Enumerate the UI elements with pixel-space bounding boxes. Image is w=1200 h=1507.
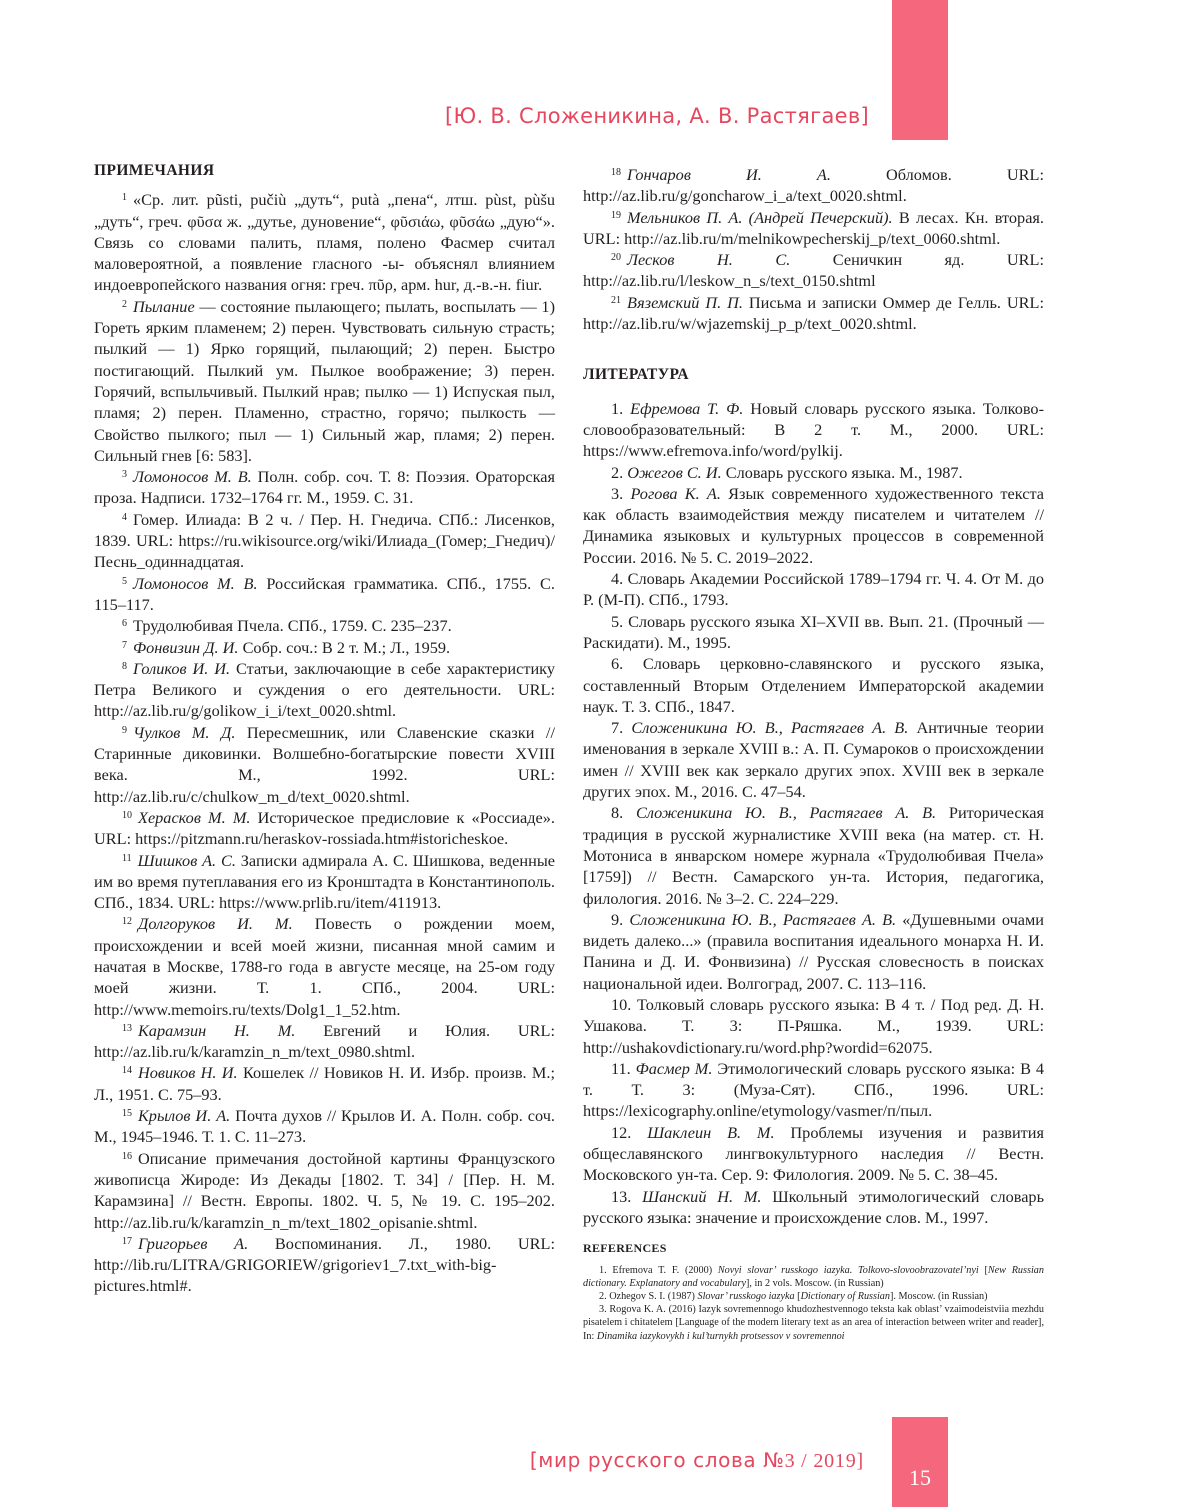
literature-author: Ефремова Т. Ф. xyxy=(630,398,744,418)
literature-number: 5. xyxy=(611,611,629,631)
note-text: В лесах. Кн. вторая. URL: http://az.lib.ru/m/melnikowpecherskij_p/text_0060.shtml. xyxy=(583,207,1044,248)
note-text: Воспоминания. Л., 1980. URL: http://lib.ru/LITRA/GRIGORIEW/grigoriev1_7.txt_with-big-pictures.html#. xyxy=(94,1233,555,1296)
literature-text: Этимологический словарь русского языка: В 4 т. Т. 3: (Муза-Сят). СПб., 1996. URL: https://lexicography.online/etymology/vasmer/п/пыл. xyxy=(583,1058,1045,1121)
reference-text: 1. Efremova T. F. (2000) xyxy=(599,1264,718,1276)
note-number: 16 xyxy=(122,1150,132,1162)
note-author: Григорьев А. xyxy=(138,1233,249,1253)
note-author: Вяземский П. П. xyxy=(627,292,743,312)
note-item xyxy=(94,296,555,466)
literature-text: Словарь русского языка. М., 1987. xyxy=(721,462,963,482)
literature-item xyxy=(583,717,1044,802)
literature-author: Фасмер М. xyxy=(635,1058,713,1078)
reference-text: ], in 2 vols. Moscow. (in Russian) xyxy=(745,1277,884,1289)
note-text: «Ср. лит. pũsti, pučiù „дуть“, putà „пена“, лтш. pùst, pùšu „дуть“, греч. φῦσα ж. „дутье, дуновение“, φῦσιάω, φῦσάω „дую“». Связь со словами палить, пламя, полено Фасмер считал маловероятной, а появление гласного -ы- объяснял влиянием индоевропейского названия огня: греч. πῦρ, арм. hur, д.-в.-н. fiur. xyxy=(94,190,555,295)
note-text: Обломов. URL: http://az.lib.ru/g/goncharow_i_a/text_0020.shtml. xyxy=(583,165,1044,206)
note-item xyxy=(583,292,1044,335)
note-number: 5 xyxy=(122,575,127,587)
note-item xyxy=(583,249,1044,292)
literature-heading: ЛИТЕРАТУРА xyxy=(583,366,689,384)
literature-text: Античные теории именования в зеркале XVIII в.: А. П. Сумароков о происхождении имен // XVIII век как зеркало других эпох. XVIII век в зеркале других эпох. М., 2016. С. 47–54. xyxy=(583,718,1045,802)
literature-text: Проблемы изучения и развития общеславянского лингвокультурного наследия // Вестн. Московского ун-та. Сер. 9: Филология. 2009. № 5. С. 38–45. xyxy=(583,1122,1044,1185)
reference-text: 3. Rogova K. A. (2016) Iazyk sovremennogo khudozhestvennogo teksta kak oblast’ vzaimodeistviia mezhdu pisatelem i chitatelem [Language of the modern literary text as an area of interaction between writer and reader], In: xyxy=(583,1304,1044,1342)
reference-title-translation: New Russian dictionary. Explanatory and vocabulary xyxy=(583,1264,1044,1289)
literature-author: Шанский Н. М. xyxy=(642,1186,762,1206)
literature-author: Сложеникина Ю. В., Растягаев А. В. xyxy=(629,909,897,929)
note-item xyxy=(94,1148,555,1233)
reference-text: [ xyxy=(978,1264,988,1276)
note-text: Описание примечания достойной картины Французского живописца Жироде: Из Декады [1802. Т. 34] / [Пер. Н. М. Карамзина] // Вестн. Европы. 1802. Ч. 5, № 19. С. 195–202. http://az.lib.ru/k/karamzin_n_m/text_1802_opisanie.shtml. xyxy=(94,1148,555,1232)
note-number: 15 xyxy=(122,1108,132,1120)
note-number: 20 xyxy=(611,252,621,264)
literature-text: Новый словарь русского языка. Толково-словообразовательный: В 2 т. М., 2000. URL: https://www.efremova.info/word/pylkij. xyxy=(583,398,1044,461)
note-item xyxy=(94,658,555,722)
note-author: Новиков Н. И. xyxy=(138,1063,238,1083)
literature-item xyxy=(583,611,1044,654)
literature-author: Рогова К. А. xyxy=(630,483,721,503)
note-text: Полн. собр. соч. Т. 8: Поэзия. Ораторская проза. Надписи. 1732–1764 гг. М., 1959. С. 31. xyxy=(94,467,555,508)
note-item xyxy=(94,466,555,509)
reference-item xyxy=(583,1264,1044,1290)
note-item xyxy=(94,615,555,636)
literature-item xyxy=(583,1122,1044,1186)
running-head-authors: [Ю. В. Сложеникина, А. В. Растягаев] xyxy=(444,104,869,128)
note-text: Гомер. Илиада: В 2 ч. / Пер. Н. Гнедича. СПб.: Лисенков, 1839. URL: https://ru.wikisource.org/wiki/Илиада_(Гомер;_Гнедич)/Песнь_одиннадцатая. xyxy=(94,509,555,572)
literature-number: 13. xyxy=(611,1186,643,1206)
note-item xyxy=(94,1233,555,1297)
note-author: Шишков А. С. xyxy=(137,850,236,870)
note-number: 6 xyxy=(122,618,127,630)
note-number: 18 xyxy=(611,167,621,178)
note-item xyxy=(94,850,555,914)
reference-text: ]. Moscow. (in Russian) xyxy=(890,1290,988,1302)
literature-text: Словарь церковно-славянского и русского языка, составленный Вторым Отделением Императорской академии наук. Т. 3. СПб., 1847. xyxy=(583,654,1044,716)
note-number: 8 xyxy=(122,660,127,672)
reference-text: [ xyxy=(794,1290,801,1302)
bottom-accent-bar xyxy=(892,1417,948,1507)
reference-text: 2. Ozhegov S. I. (1987) xyxy=(599,1290,698,1302)
journal-issue: 3 / 2019] xyxy=(784,1450,864,1472)
reference-item xyxy=(583,1290,1044,1303)
literature-text: Словарь русского языка XI–XVII вв. Вып. 21. (Прочный — Раскидати). М., 1995. xyxy=(583,611,1045,652)
note-number: 7 xyxy=(122,639,127,651)
literature-item xyxy=(583,653,1044,717)
literature-author: Сложеникина Ю. В., Растягаев А. В. xyxy=(631,718,909,738)
note-text: Собр. соч.: В 2 т. М.; Л., 1959. xyxy=(238,637,451,657)
note-number: 19 xyxy=(611,209,621,221)
literature-item xyxy=(583,802,1044,908)
literature-number: 9. xyxy=(611,909,630,929)
literature-number: 12. xyxy=(611,1122,648,1142)
note-author: Ломоносов М. В. xyxy=(133,467,252,487)
note-item xyxy=(94,573,555,616)
note-item xyxy=(94,1105,555,1148)
literature-number: 6. xyxy=(611,654,643,674)
journal-title: [мир русского слова № xyxy=(529,1448,785,1472)
note-text: Евгений и Юлия. URL: http://az.lib.ru/k/karamzin_n_m/text_0980.shtml. xyxy=(94,1020,555,1062)
reference-title: Slovar’ russkogo iazyka xyxy=(697,1290,795,1302)
literature-author: Ожегов С. И. xyxy=(627,462,722,482)
note-item xyxy=(94,722,555,807)
reference-title-translation: Dictionary of Russian xyxy=(800,1290,890,1302)
running-foot-journal xyxy=(420,1448,864,1473)
literature-item xyxy=(583,398,1044,462)
literature-number: 1. xyxy=(611,398,631,418)
note-item xyxy=(94,807,555,850)
literature-item xyxy=(583,462,1044,483)
note-text: Почта духов // Крылов И. А. Полн. собр. соч. М., 1945–1946. Т. 1. С. 11–273. xyxy=(94,1106,555,1147)
note-number: 21 xyxy=(611,294,621,306)
note-text: Записки адмирала А. С. Шишкова, веденные им во время путеплавания его из Кронштадта в Константинополь. СПб., 1834. URL: https://www.prlib.ru/item/411913. xyxy=(94,850,556,913)
notes-list-left xyxy=(94,189,555,1296)
note-author: Долгоруков И. М. xyxy=(138,914,293,934)
note-author: Крылов И. А. xyxy=(138,1106,231,1126)
literature-item xyxy=(583,483,1044,568)
literature-author: Сложеникина Ю. В., Растягаев А. В. xyxy=(636,803,937,823)
top-accent-bar xyxy=(892,0,948,140)
references-list xyxy=(583,1264,1044,1343)
references-heading: REFERENCES xyxy=(583,1241,667,1256)
note-author: Пылание xyxy=(133,296,195,316)
literature-item xyxy=(583,1058,1044,1122)
note-text: Пересмешник, или Славенские сказки // Старинные диковинки. Волшебно-богатырские повести XVIII века. М., 1992. URL: http://az.lib.ru/c/chulkow_m_d/text_0020.shtml. xyxy=(94,722,555,806)
note-author: Фонвизин Д. И. xyxy=(133,637,239,657)
note-item xyxy=(94,637,555,658)
note-author: Лесков Н. С. xyxy=(627,250,791,270)
literature-item xyxy=(583,1186,1044,1229)
note-number: 11 xyxy=(122,852,132,864)
note-text: Сеничкин яд. URL: http://az.lib.ru/l/leskow_n_s/text_0150.shtml xyxy=(583,250,1045,291)
note-text: Письма и записки Оммер де Гелль. URL: http://az.lib.ru/w/wjazemskij_p_p/text_0020.shtml. xyxy=(583,292,1044,334)
page-number: 15 xyxy=(909,1465,931,1490)
note-text: Историческое предисловие к «Россиаде». URL: https://pitzmann.ru/heraskov-rossiada.htm#istoricheskoe. xyxy=(94,807,555,849)
note-text: Кошелек // Новиков Н. И. Избр. произв. М.; Л., 1951. С. 75–93. xyxy=(94,1063,556,1104)
note-number: 2 xyxy=(122,298,127,310)
note-number: 14 xyxy=(122,1065,132,1077)
note-author: Чулков М. Д. xyxy=(133,722,236,742)
note-text: Трудолюбивая Пчела. СПб., 1759. С. 235–237. xyxy=(133,616,452,636)
notes-column-left xyxy=(94,160,555,1297)
note-text: — состояние пылающего; пылать, воспылать — 1) Гореть ярким пламенем; 2) перен. Чувствовать сильную страсть; пылкий — 1) Ярко горящий, пылающий; 2) перен. Быстро постигающий. Пылкий ум. Пылкое воображение; 3) перен. Горячий, вспыльчивый. Пылкий нрав; пылко — 1) Испуская пыл, пламя; 2) перен. Пламенно, страстно, горячо; пылкость — Свойство пылкого; пыл — 1) Сильный жар, пламя; 2) перен. Сильный гнев [6: 583]. xyxy=(94,296,555,465)
literature-author: Шаклеин В. М. xyxy=(647,1122,775,1142)
literature-item xyxy=(583,909,1044,994)
note-item xyxy=(94,509,555,573)
note-number: 10 xyxy=(122,809,132,821)
note-item xyxy=(94,1062,555,1105)
note-number: 1 xyxy=(122,192,127,204)
literature-number: 3. xyxy=(611,483,631,503)
note-number: 17 xyxy=(122,1235,132,1247)
literature-number: 8. xyxy=(611,803,636,823)
literature-item xyxy=(583,994,1044,1058)
note-author: Голиков И. И. xyxy=(133,658,231,678)
reference-title: Novyi slovar’ russkogo iazyka. Tolkovo-slovoobrazovatel’nyi xyxy=(717,1264,979,1276)
literature-text: Язык современного художественного текста как область взаимодействия между писателем и читателем // Динамика языковых и культурных процессов в современной России. 2016. № 5. С. 2019–2022. xyxy=(583,483,1045,567)
note-number: 12 xyxy=(122,916,132,928)
note-author: Мельников П. А. (Андрей Печерский). xyxy=(627,207,893,227)
literature-number: 7. xyxy=(611,718,632,738)
note-number: 13 xyxy=(122,1022,132,1034)
note-item xyxy=(583,164,1044,207)
note-author: Ломоносов М. В. xyxy=(133,573,258,593)
literature-text: «Душевными очами видеть далеко...» (правила воспитания идеального монарха Н. И. Панина и Д. И. Фонвизина) // Русская словесность в поисках национальной идеи. Волгоград, 2007. С. 113–116. xyxy=(583,909,1045,993)
note-item xyxy=(94,913,555,1019)
note-number: 9 xyxy=(122,724,127,736)
literature-number: 10. xyxy=(611,994,637,1014)
reference-title: Dinamika iazykovykh i kul’turnykh protsessov v sovremennoi xyxy=(596,1330,845,1342)
note-number: 3 xyxy=(122,469,127,481)
note-text: Статьи, заключающие в себе характеристику Петра Великого и суждения о его деятельности. URL: http://az.lib.ru/g/golikow_i_i/text_0020.shtml. xyxy=(94,658,555,721)
note-author: Карамзин Н. М. xyxy=(138,1020,296,1040)
literature-number: 2. xyxy=(611,462,628,482)
literature-text: Школьный этимологический словарь русского языка: значение и происхождение слов. М., 1997. xyxy=(583,1186,1045,1227)
column-right xyxy=(583,164,1044,1343)
notes-heading: ПРИМЕЧАНИЯ xyxy=(94,162,215,179)
note-author: Гончаров И. А. xyxy=(627,165,831,184)
literature-item xyxy=(583,568,1044,611)
note-text: Повесть о рождении моем, происхождении и всей моей жизни, писанная мной самим и начатая в Москве, 1788-го года в августе месяце, на 25-ом году моей жизни. Т. 1. СПб., 2004. URL: http://www.memoirs.ru/texts/Dolg1_1_52.htm. xyxy=(94,914,555,1019)
literature-number: 11. xyxy=(611,1058,636,1078)
literature-number: 4. xyxy=(611,569,628,589)
note-item xyxy=(94,189,555,295)
note-item xyxy=(583,207,1044,250)
note-number: 4 xyxy=(122,511,127,523)
literature-text: Риторическая традиция в русской журналистике XVIII века (на матер. ст. Н. Мотониса в январском номере журнала «Трудолюбивая Пчела» [1759]) // Вестн. Самарского ун-та. История, педагогика, филология. 2016. № 3–2. С. 224–229. xyxy=(583,803,1045,908)
literature-list xyxy=(583,398,1044,1229)
notes-list-right xyxy=(583,164,1044,334)
literature-text: Толковый словарь русского языка: В 4 т. / Под ред. Д. Н. Ушакова. Т. 3: П-Ряшка. М., 1939. URL: http://ushakovdictionary.ru/word.php?wordid=62075. xyxy=(583,994,1045,1057)
note-item xyxy=(94,1020,555,1063)
note-text: Российская грамматика. СПб., 1755. С. 115–117. xyxy=(94,573,555,614)
literature-text: Словарь Академии Российской 1789–1794 гг. Ч. 4. От М. до Р. (М-П). СПб., 1793. xyxy=(583,569,1045,610)
note-author: Херасков М. М. xyxy=(138,807,251,827)
reference-item xyxy=(583,1303,1044,1343)
